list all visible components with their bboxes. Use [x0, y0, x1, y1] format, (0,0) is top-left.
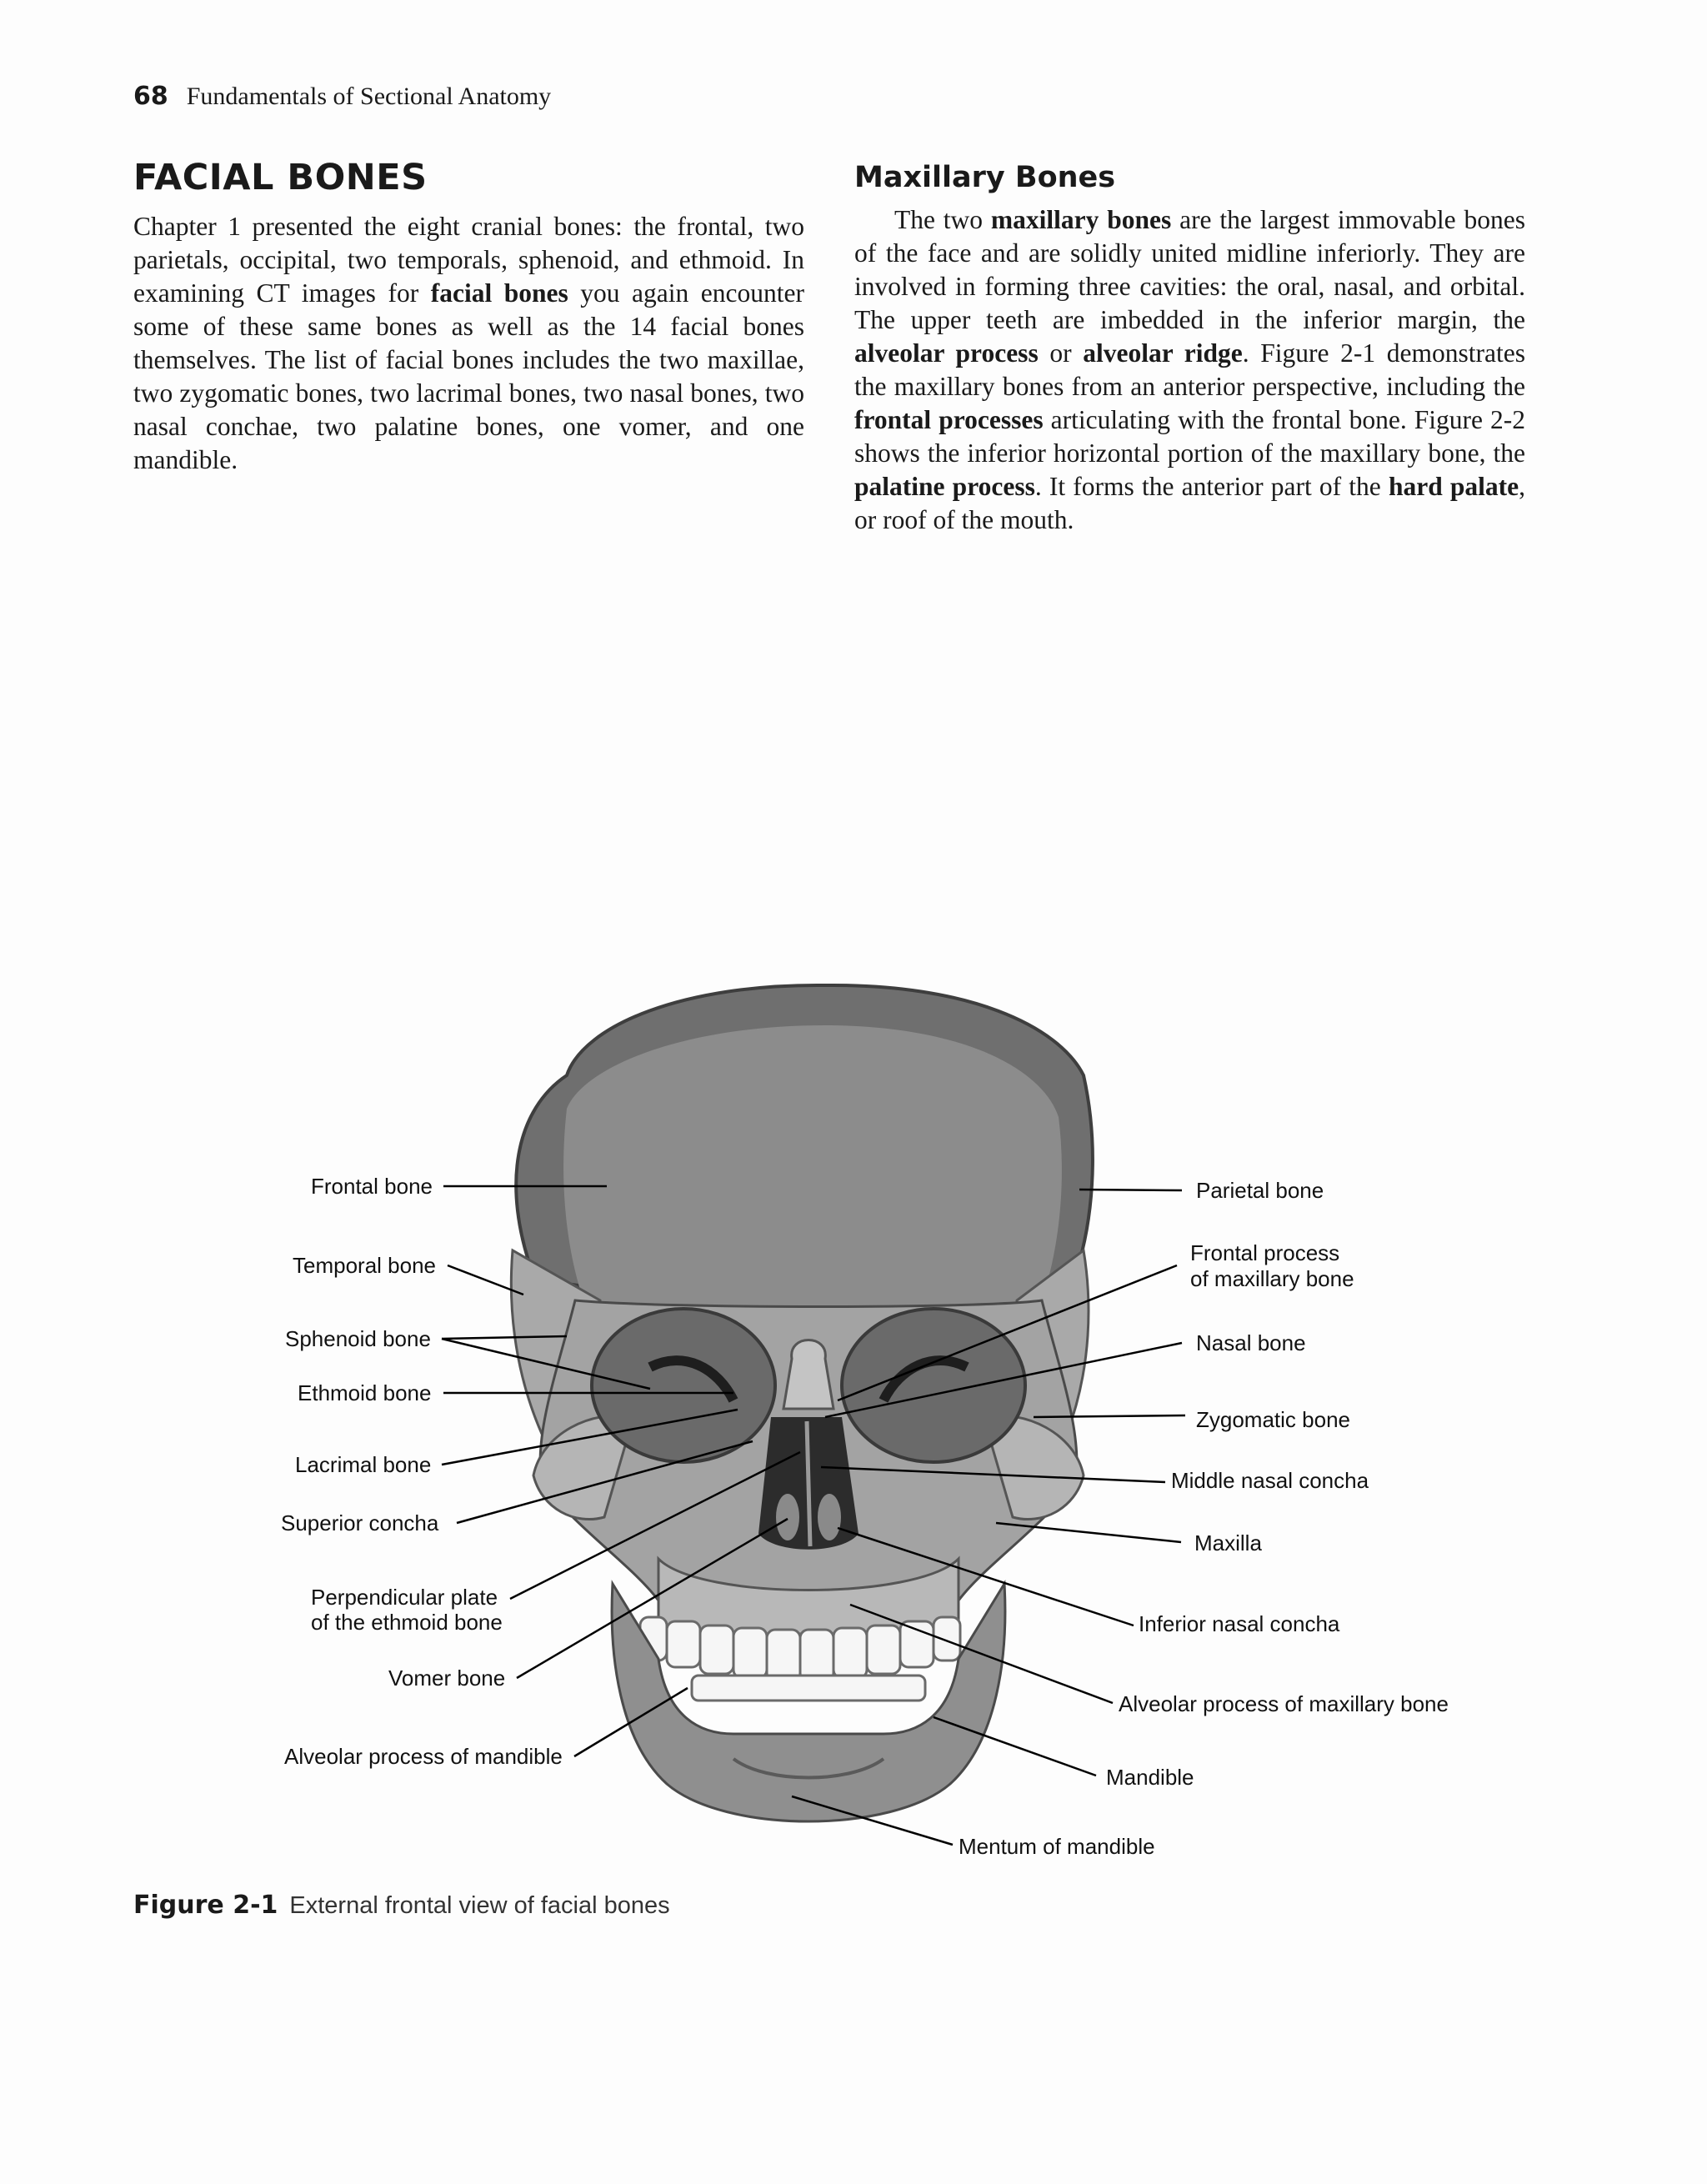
label-frontal-process-2: of maxillary bone — [1190, 1266, 1354, 1291]
label-nasal-bone: Nasal bone — [1196, 1330, 1306, 1355]
text-run: . It forms the anterior part of the — [1034, 472, 1389, 501]
page-number: 68 — [133, 82, 168, 111]
text-run: you again encounter some of these same bones as well as the 14 facial bones themselves. The list of facial bones includes the two maxillae, two zygomatic bones, two lacrimal bones, two nasal bones, two nasal conchae, two palatine bones, one vomer, and one mandible. — [133, 278, 804, 474]
label-sphenoid-bone: Sphenoid bone — [285, 1326, 431, 1351]
section-title: FACIAL BONES — [133, 157, 428, 198]
bold-term: alveolar process — [854, 338, 1039, 368]
label-lacrimal-bone: Lacrimal bone — [295, 1452, 432, 1477]
text-run: . Figure 2-1 demonstrates the maxillary bones from an anterior perspective, including the — [854, 338, 1525, 401]
label-maxilla: Maxilla — [1194, 1530, 1262, 1555]
label-parietal-bone: Parietal bone — [1196, 1178, 1324, 1203]
text-run: The two — [894, 205, 991, 234]
label-alveolar-process-mandible: Alveolar process of mandible — [284, 1744, 563, 1769]
label-superior-concha: Superior concha — [281, 1510, 439, 1535]
figure-caption — [133, 1891, 670, 1920]
text-run: Chapter 1 presented the eight cranial bones: the frontal, two parietals, occipital, two temporals, sphenoid, and ethmoid. In examining CT images for — [133, 212, 804, 308]
label-alveolar-process-maxillary: Alveolar process of maxillary bone — [1119, 1691, 1449, 1716]
label-mandible: Mandible — [1106, 1765, 1194, 1790]
label-temporal-bone: Temporal bone — [293, 1253, 436, 1278]
bold-term: facial bones — [430, 278, 568, 308]
label-frontal-process-1: Frontal process — [1190, 1240, 1340, 1265]
label-inferior-nasal-concha: Inferior nasal concha — [1139, 1611, 1340, 1636]
skull-illustration — [511, 985, 1093, 1821]
bold-term: alveolar ridge — [1083, 338, 1243, 368]
label-middle-nasal-concha: Middle nasal concha — [1171, 1468, 1369, 1493]
bold-term: palatine process — [854, 472, 1035, 501]
label-vomer-bone: Vomer bone — [388, 1666, 506, 1691]
bold-term: hard palate — [1388, 472, 1519, 501]
label-perpendicular-plate-2: of the ethmoid bone — [311, 1610, 503, 1635]
subsection-title: Maxillary Bones — [854, 161, 1116, 194]
label-perpendicular-plate-1: Perpendicular plate — [311, 1585, 498, 1610]
bold-term: frontal processes — [854, 405, 1044, 434]
book-title: Fundamentals of Sectional Anatomy — [186, 83, 552, 110]
label-frontal-bone: Frontal bone — [311, 1174, 433, 1199]
text-run: or — [1038, 338, 1084, 368]
label-zygomatic-bone: Zygomatic bone — [1196, 1407, 1350, 1432]
label-ethmoid-bone: Ethmoid bone — [298, 1380, 432, 1405]
text-run: are the largest immovable bones of the face and are solidly united midline inferiorly. They are involved in forming three cavities: the oral, nasal, and orbital. The upper teeth are imbedded in the inferior margin, the — [854, 205, 1525, 334]
label-mentum-of-mandible: Mentum of mandible — [959, 1834, 1155, 1859]
text-run: , or roof of the mouth. — [854, 472, 1525, 534]
text-run: articulating with the frontal bone. Figure 2-2 shows the inferior horizontal portion of the maxillary bone, the — [854, 405, 1525, 468]
figure-number: Figure 2-1 — [133, 1891, 278, 1920]
figure-title: External frontal view of facial bones — [289, 1892, 670, 1919]
bold-term: maxillary bones — [990, 205, 1172, 234]
